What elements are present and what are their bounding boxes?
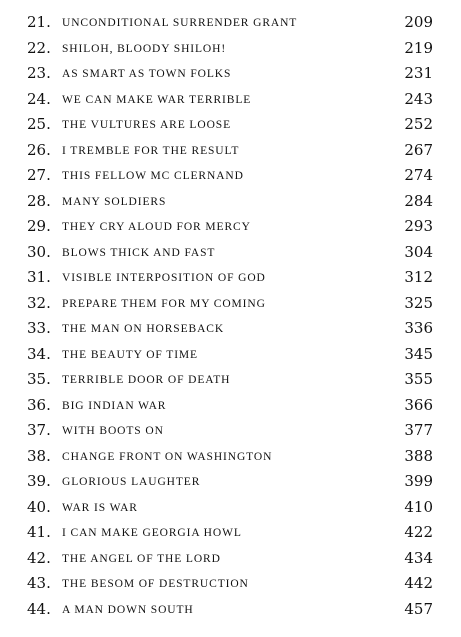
chapter-number: 41. bbox=[27, 523, 51, 541]
chapter-number: 29. bbox=[27, 217, 51, 235]
chapter-title: WE CAN MAKE WAR TERRIBLE bbox=[62, 93, 252, 106]
chapter-title: WAR IS WAR bbox=[62, 501, 138, 514]
chapter-title: MANY SOLDIERS bbox=[62, 195, 167, 208]
chapter-title: THEY CRY ALOUD FOR MERCY bbox=[62, 221, 251, 233]
chapter-title: TERRIBLE DOOR OF DEATH bbox=[62, 374, 231, 386]
chapter-title: THE BESOM OF DESTRUCTION bbox=[62, 578, 249, 590]
chapter-title: BLOWS THICK AND FAST bbox=[62, 246, 216, 259]
page-number: 366 bbox=[404, 395, 433, 414]
chapter-number: 28. bbox=[27, 191, 51, 210]
page-number: 388 bbox=[404, 446, 433, 465]
toc-row bbox=[0, 571, 461, 596]
chapter-title: I CAN MAKE GEORGIA HOWL bbox=[62, 527, 242, 539]
toc-row bbox=[0, 444, 461, 469]
page-number: 243 bbox=[404, 89, 433, 108]
chapter-title: GLORIOUS LAUGHTER bbox=[62, 476, 201, 488]
chapter-title: THE VULTURES ARE LOOSE bbox=[62, 119, 231, 131]
chapter-title: AS SMART AS TOWN FOLKS bbox=[62, 68, 232, 80]
page-number: 410 bbox=[404, 497, 433, 516]
page-number: 442 bbox=[404, 574, 433, 592]
toc-row bbox=[0, 520, 461, 545]
chapter-title: A MAN DOWN SOUTH bbox=[62, 603, 194, 616]
chapter-title: THE BEAUTY OF TIME bbox=[62, 348, 198, 361]
chapter-number: 21. bbox=[27, 13, 51, 31]
chapter-title: PREPARE THEM FOR MY COMING bbox=[62, 297, 266, 310]
toc-row bbox=[0, 367, 461, 392]
chapter-number: 37. bbox=[27, 421, 51, 439]
chapter-number: 43. bbox=[27, 574, 51, 592]
chapter-title: I TREMBLE FOR THE RESULT bbox=[62, 144, 240, 157]
toc-row bbox=[0, 469, 461, 494]
toc-row bbox=[0, 265, 461, 290]
page-number: 274 bbox=[404, 166, 433, 184]
page-number: 219 bbox=[404, 38, 433, 57]
page-number: 312 bbox=[404, 268, 433, 286]
toc-row bbox=[0, 495, 461, 520]
page-number: 231 bbox=[404, 64, 433, 82]
toc-row bbox=[0, 214, 461, 239]
chapter-number: 39. bbox=[27, 472, 51, 490]
page-number: 377 bbox=[404, 421, 433, 439]
chapter-number: 30. bbox=[27, 242, 51, 261]
chapter-number: 24. bbox=[27, 89, 51, 108]
page-number: 434 bbox=[404, 548, 433, 567]
page-number: 325 bbox=[404, 293, 433, 312]
chapter-number: 35. bbox=[27, 370, 51, 388]
toc-row bbox=[0, 189, 461, 214]
chapter-number: 33. bbox=[27, 319, 51, 337]
toc-row bbox=[0, 163, 461, 188]
page-number: 336 bbox=[404, 319, 433, 337]
toc-row bbox=[0, 291, 461, 316]
toc-row bbox=[0, 138, 461, 163]
page-number: 457 bbox=[404, 599, 433, 618]
chapter-number: 26. bbox=[27, 140, 51, 159]
page-number: 422 bbox=[404, 523, 433, 541]
chapter-title: SHILOH, BLOODY SHILOH! bbox=[62, 42, 227, 55]
chapter-title: WITH BOOTS ON bbox=[62, 425, 164, 437]
chapter-number: 44. bbox=[27, 599, 51, 618]
chapter-number: 32. bbox=[27, 293, 51, 312]
toc-row bbox=[0, 546, 461, 571]
toc-row bbox=[0, 418, 461, 443]
page-number: 355 bbox=[404, 370, 433, 388]
chapter-title: THIS FELLOW MC CLERNAND bbox=[62, 170, 244, 182]
page-number: 252 bbox=[404, 115, 433, 133]
chapter-number: 23. bbox=[27, 64, 51, 82]
page-number: 399 bbox=[404, 472, 433, 490]
chapter-title: UNCONDITIONAL SURRENDER GRANT bbox=[62, 17, 298, 29]
toc-row bbox=[0, 597, 461, 622]
chapter-number: 40. bbox=[27, 497, 51, 516]
toc-row bbox=[0, 10, 461, 35]
toc-row bbox=[0, 316, 461, 341]
chapter-number: 31. bbox=[27, 268, 51, 286]
page-number: 293 bbox=[404, 217, 433, 235]
chapter-title: CHANGE FRONT ON WASHINGTON bbox=[62, 450, 273, 463]
toc-row bbox=[0, 240, 461, 265]
page-number: 267 bbox=[404, 140, 433, 159]
toc-row bbox=[0, 393, 461, 418]
toc-row bbox=[0, 87, 461, 112]
chapter-number: 34. bbox=[27, 344, 51, 363]
page-number: 209 bbox=[404, 13, 433, 31]
chapter-number: 36. bbox=[27, 395, 51, 414]
chapter-title: THE MAN ON HORSEBACK bbox=[62, 323, 225, 335]
chapter-number: 38. bbox=[27, 446, 51, 465]
page-number: 304 bbox=[404, 242, 433, 261]
chapter-number: 27. bbox=[27, 166, 51, 184]
page-number: 345 bbox=[404, 344, 433, 363]
chapter-title: BIG INDIAN WAR bbox=[62, 399, 167, 412]
toc-row bbox=[0, 112, 461, 137]
toc-row bbox=[0, 61, 461, 86]
chapter-number: 42. bbox=[27, 548, 51, 567]
chapter-number: 25. bbox=[27, 115, 51, 133]
chapter-title: VISIBLE INTERPOSITION OF GOD bbox=[62, 272, 266, 284]
chapter-title: THE ANGEL OF THE LORD bbox=[62, 552, 221, 565]
toc-row bbox=[0, 342, 461, 367]
page-number: 284 bbox=[404, 191, 433, 210]
toc-row bbox=[0, 36, 461, 61]
chapter-number: 22. bbox=[27, 38, 51, 57]
